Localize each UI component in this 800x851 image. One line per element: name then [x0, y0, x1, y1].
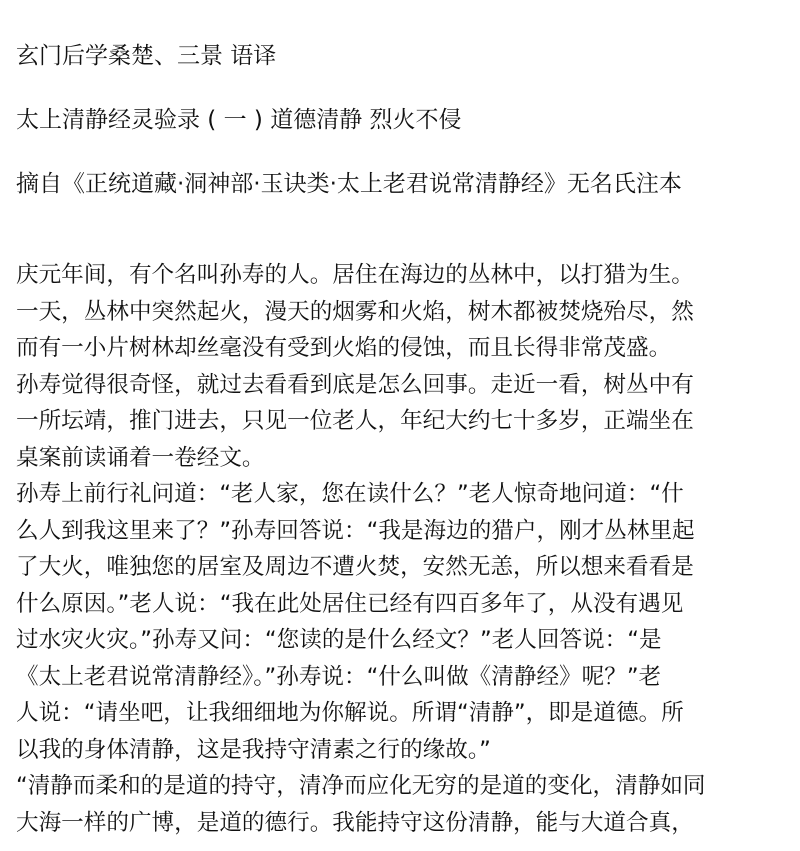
- body-line: 孙寿上前行礼问道：“老人家，您在读什么？”老人惊奇地问道：“什: [16, 481, 684, 507]
- body-line: 孙寿觉得很奇怪，就过去看看到底是怎么回事。走近一看，树丛中有: [16, 371, 694, 398]
- article-body: [16, 257, 788, 841]
- body-line: 一所坛靖，推门进去，只见一位老人，年纪大约七十多岁，正端坐在: [16, 408, 694, 434]
- body-line: 什么原因。”老人说：“我在此处居住已经有四百多年了，从没有遇见: [16, 590, 684, 617]
- translator-credit: 玄门后学桑楚、三景 语译: [16, 43, 277, 69]
- body-line: 而有一小片树林却丝毫没有受到火焰的侵蚀，而且长得非常茂盛。: [16, 335, 672, 361]
- body-line: 过水灾火灾。”孙寿又问：“您读的是什么经文？”老人回答说：“是: [16, 627, 662, 653]
- body-line: 一天，丛林中突然起火，漫天的烟雾和火焰，树木都被焚烧殆尽，然: [16, 298, 694, 325]
- article-title: 太上清静经灵验录 ( 一 ) 道德清静 烈火不侵: [16, 107, 462, 133]
- body-line: 么人到我这里来了？”孙寿回答说：“我是海边的猎户，刚才丛林里起: [16, 517, 695, 544]
- body-line: 了大火，唯独您的居室及周边不遭火焚，安然无恙，所以想来看看是: [16, 554, 694, 580]
- body-line: 以我的身体清静，这是我持守清素之行的缘故。”: [16, 736, 491, 763]
- body-line: 大海一样的广博，是道的德行。我能持守这份清静，能与大道合真，: [16, 809, 694, 836]
- source-citation: 摘自《正统道藏·洞神部·玉诀类·太上老君说常清静经》无名氏注本: [16, 171, 682, 197]
- body-line: “清静而柔和的是道的持守，清净而应化无穷的是道的变化，清静如同: [16, 773, 706, 799]
- body-line: 人说：“请坐吧，让我细细地为你解说。所谓“清静”，即是道德。所: [16, 700, 684, 726]
- body-line: 庆元年间，有个名叫孙寿的人。居住在海边的丛林中，以打猎为生。: [16, 262, 694, 288]
- body-line: 《太上老君说常清静经》。”孙寿说：“什么叫做《清静经》呢？”老: [16, 663, 662, 690]
- body-line: 桌案前读诵着一卷经文。: [16, 444, 265, 471]
